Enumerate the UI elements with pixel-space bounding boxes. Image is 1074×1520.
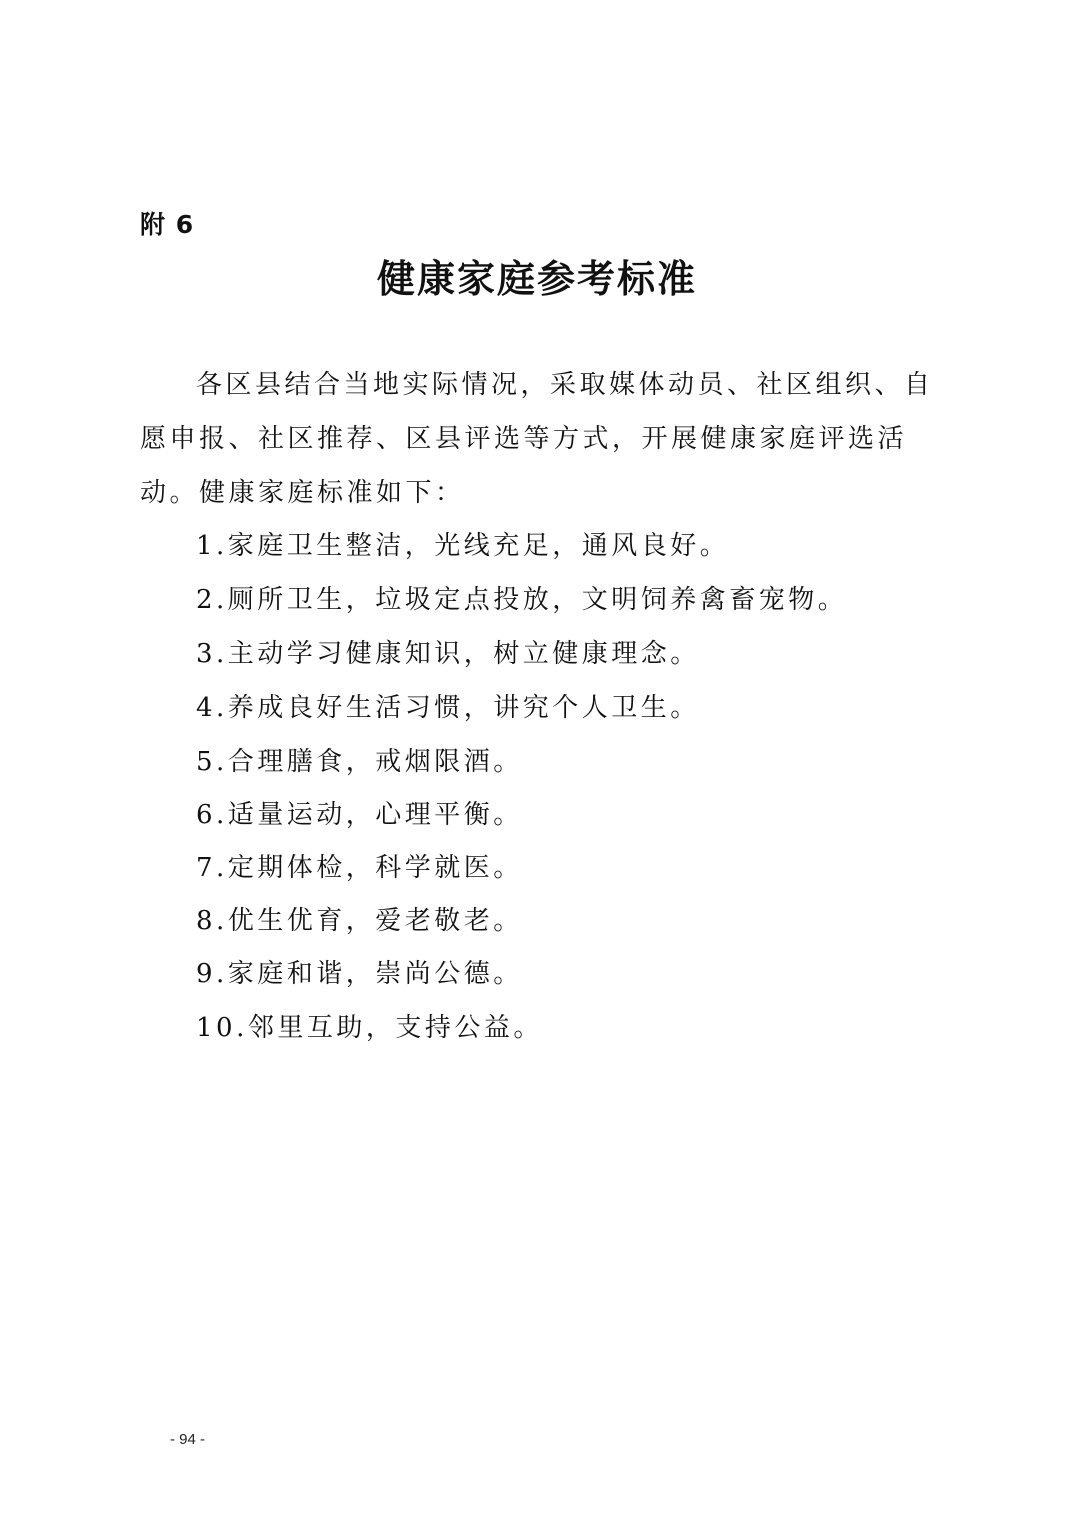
list-item: 9.家庭和谐，崇尚公德。 xyxy=(196,959,523,989)
list-item: 8.优生优育，爱老敬老。 xyxy=(196,906,523,936)
list-item: 10.邻里互助，支持公益。 xyxy=(196,1013,543,1043)
list-item: 3.主动学习健康知识，树立健康理念。 xyxy=(196,639,700,669)
list-item: 2.厕所卫生，垃圾定点投放，文明饲养禽畜宠物。 xyxy=(196,585,848,615)
page-number: - 94 - xyxy=(170,1431,206,1448)
list-item: 4.养成良好生活习惯，讲究个人卫生。 xyxy=(196,693,700,723)
list-item: 5.合理膳食，戒烟限酒。 xyxy=(196,747,523,777)
list-item: 1.家庭卫生整洁，光线充足，通风良好。 xyxy=(196,531,730,561)
list-item: 6.适量运动，心理平衡。 xyxy=(196,800,523,830)
page-title: 健康家庭参考标准 xyxy=(376,256,697,301)
attachment-label: 附 6 xyxy=(140,210,195,239)
intro-paragraph: 各区县结合当地实际情况，采取媒体动员、社区组织、自愿申报、社区推荐、区县评选等方式，开展健康家庭评选活动。健康家庭标准如下： xyxy=(140,370,934,508)
list-item: 7.定期体检，科学就医。 xyxy=(196,853,523,883)
